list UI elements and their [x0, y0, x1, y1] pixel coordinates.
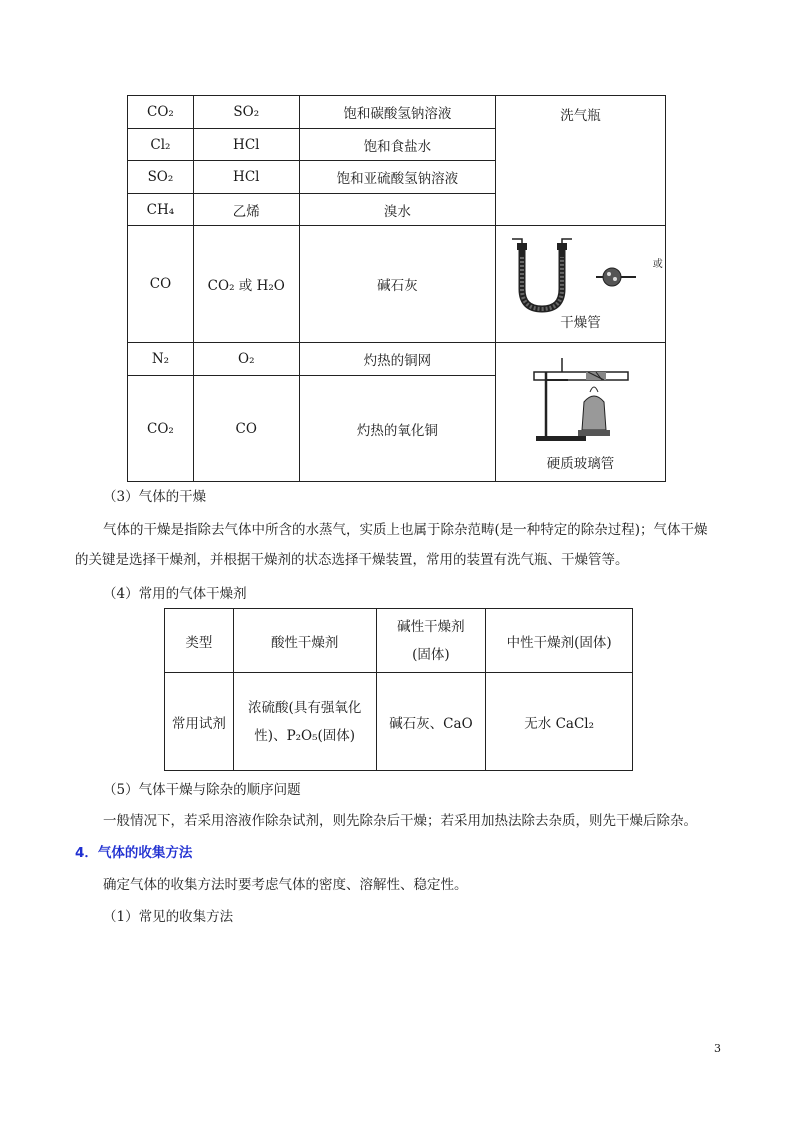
reagent-cell: 碱石灰 [299, 226, 495, 343]
section3-para-line2: 的关键是选择干燥剂，并根据干燥剂的状态选择干燥装置，常用的装置有洗气瓶、干燥管等。 [75, 552, 629, 568]
section3-para-line1: 气体的干燥是指除去气体中所含的水蒸气，实质上也属于除杂范畴(是一种特定的除杂过程)；气体干燥 [103, 522, 708, 538]
reagent-cell: 溴水 [299, 194, 495, 226]
purification-table [127, 95, 666, 482]
device-label: 硬质玻璃管 [546, 456, 615, 472]
header-base [376, 609, 486, 673]
device-label: 干燥管 [560, 315, 601, 331]
gas-cell: CO₂ [128, 96, 194, 129]
impurity-cell: CO [193, 376, 299, 482]
header-neutral: 中性干燥剂(固体) [486, 609, 633, 673]
reagent-cell: 饱和亚硫酸氢钠溶液 [299, 161, 495, 194]
impurity-cell: SO₂ [193, 96, 299, 129]
section3-heading: （3）气体的干燥 [103, 489, 207, 505]
section4-heading: （4）常用的气体干燥剂 [103, 586, 247, 602]
reagent-cell: 灼热的氧化铜 [299, 376, 495, 482]
acid-line1: 浓硫酸(具有强氧化 [248, 699, 362, 716]
neutral-value: 无水 CaCl₂ [486, 673, 633, 771]
drying-tube-illustration [508, 237, 638, 317]
device-cell-drying-tube [496, 226, 666, 343]
gas-cell: N₂ [128, 343, 194, 376]
table-row [128, 96, 666, 129]
reagent-cell: 饱和碳酸氢钠溶液 [299, 96, 495, 129]
section5-heading: （5）气体干燥与除杂的顺序问题 [103, 782, 301, 798]
table-row [165, 673, 633, 771]
acid-line2: 性)、P₂O₅(固体) [254, 727, 356, 744]
page-number: 3 [714, 1042, 721, 1055]
header-acid: 酸性干燥剂 [233, 609, 376, 673]
impurity-cell: CO₂ 或 H₂O [193, 226, 299, 343]
table-row [165, 609, 633, 673]
part4-para: 确定气体的收集方法时要考虑气体的密度、溶解性、稳定性。 [103, 877, 468, 893]
impurity-cell: 乙烯 [193, 194, 299, 226]
or-label: 或 [652, 259, 663, 270]
gas-cell: CH₄ [128, 194, 194, 226]
device-cell-wash-bottle [496, 96, 666, 226]
part4-sub1: （1）常见的收集方法 [103, 909, 234, 925]
device-cell-hard-glass-tube [496, 343, 666, 482]
gas-cell: CO [128, 226, 194, 343]
desiccant-table [164, 608, 633, 771]
part4-heading: 4．气体的收集方法 [75, 845, 193, 861]
impurity-cell: HCl [193, 129, 299, 161]
gas-cell: CO₂ [128, 376, 194, 482]
section5-para: 一般情况下，若采用溶液作除杂试剂，则先除杂后干燥；若采用加热法除去杂质，则先干燥后除杂。 [103, 813, 697, 829]
impurity-cell: O₂ [193, 343, 299, 376]
reagent-cell: 灼热的铜网 [299, 343, 495, 376]
base-value: 碱石灰、CaO [376, 673, 486, 771]
gas-cell: Cl₂ [128, 129, 194, 161]
table-row [128, 226, 666, 343]
table-row [128, 343, 666, 376]
gas-cell: SO₂ [128, 161, 194, 194]
header-base-line2: (固体) [412, 646, 450, 663]
impurity-cell: HCl [193, 161, 299, 194]
device-label: 洗气瓶 [560, 108, 601, 124]
reagent-cell: 饱和食盐水 [299, 129, 495, 161]
acid-value [233, 673, 376, 771]
header-type: 类型 [165, 609, 234, 673]
header-base-line1: 碱性干燥剂 [397, 618, 465, 635]
hard-glass-tube-illustration [526, 352, 636, 444]
row-label: 常用试剂 [165, 673, 234, 771]
